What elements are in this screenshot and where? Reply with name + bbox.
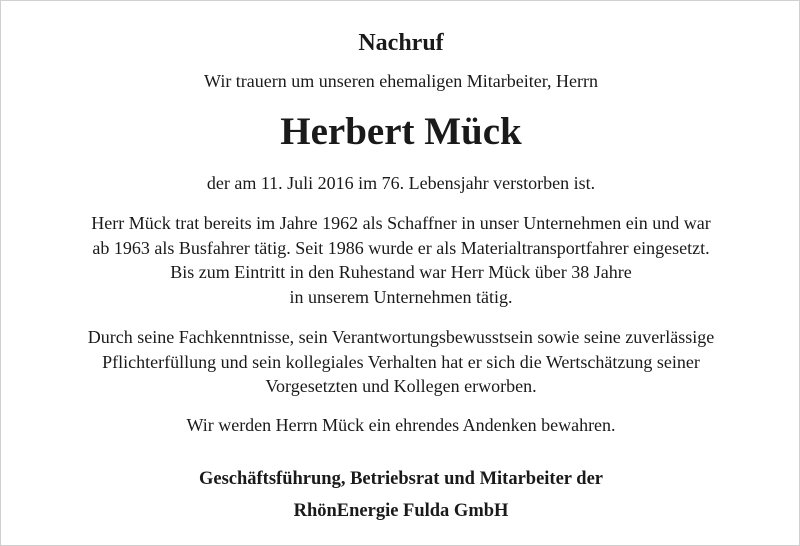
signature-line: Geschäftsführung, Betriebsrat und Mitarbeiter der — [198, 469, 604, 489]
intro-line: Wir trauern um unseren ehemaligen Mitarbeiter, Herrn — [204, 71, 598, 91]
tribute-paragraph — [1, 325, 800, 399]
paragraph-line: Wir werden Herrn Mück ein ehrendes Andenken bewahren. — [186, 415, 616, 435]
paragraph-line: in unserem Unternehmen tätig. — [289, 286, 513, 307]
paragraph-line: ab 1963 als Busfahrer tätig. Seit 1986 wurde er als Materialtransportfahrer eingesetzt. — [92, 237, 710, 258]
paragraph-line: Durch seine Fachkenntnisse, sein Verantwortungsbewusstsein sowie seine zuverlässige — [87, 327, 715, 347]
career-paragraph — [1, 211, 800, 309]
paragraph-line: Pflichterfüllung und sein kollegiales Verhalten hat er sich die Wertschätzung seiner — [102, 351, 700, 372]
paragraph-line: Bis zum Eintritt in den Ruhestand war Herr Mück über 38 Jahre — [170, 262, 632, 282]
remembrance-paragraph — [1, 413, 800, 438]
notice-heading: Nachruf — [358, 30, 444, 56]
paragraph-line: Vorgesetzten und Kollegen erworben. — [265, 376, 537, 396]
company-name: RhönEnergie Fulda GmbH — [293, 501, 509, 521]
paragraph-line: Herr Mück trat bereits im Jahre 1962 als Schaffner in unser Unternehmen ein und war — [91, 213, 711, 233]
deceased-name: Herbert Mück — [280, 110, 522, 153]
death-date-line: der am 11. Juli 2016 im 76. Lebensjahr verstorben ist. — [206, 173, 596, 193]
